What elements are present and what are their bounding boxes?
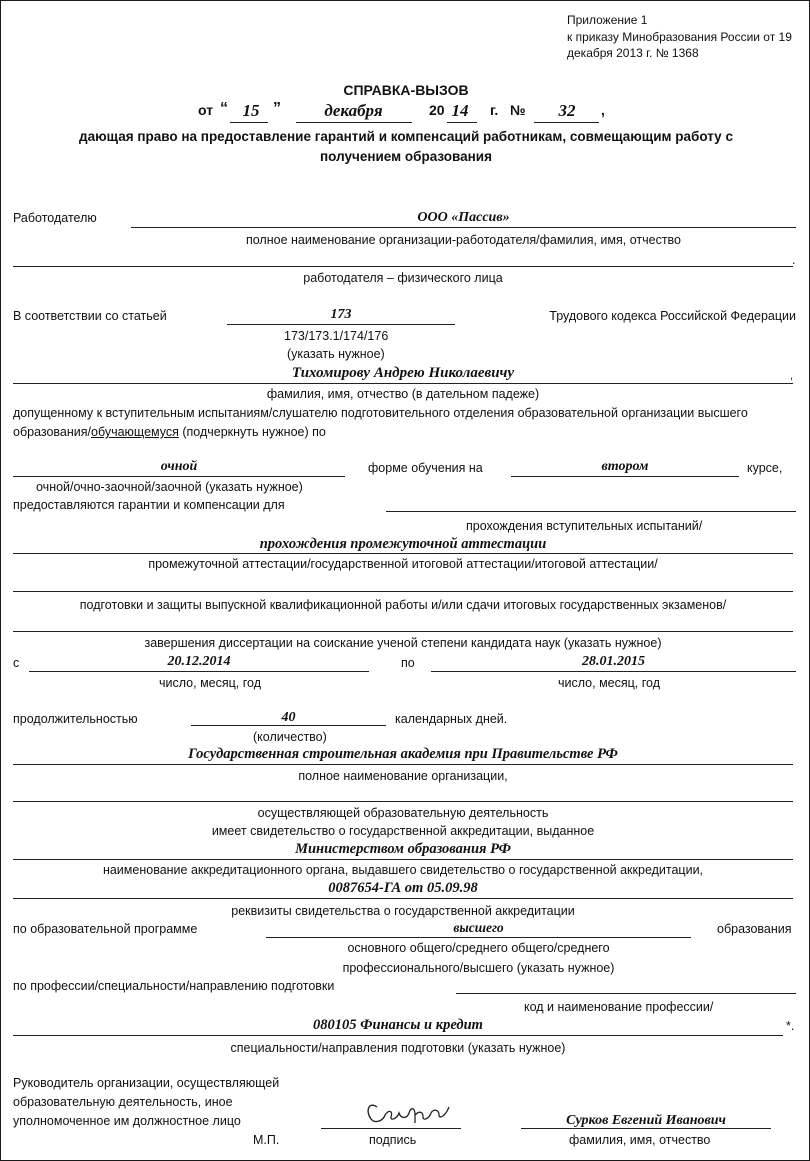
period-to-hint: число, месяц, год	[558, 676, 661, 690]
month-underline	[296, 122, 412, 123]
certificate-line	[13, 898, 793, 899]
study-form-hint: очной/очно-заочной/заочной (указать нужное)	[36, 480, 303, 494]
article-line	[227, 324, 455, 325]
certificate-value: 0087654-ГА от 05.09.98	[328, 880, 478, 896]
program-line	[266, 937, 691, 938]
article-hint-1: 173/173.1/174/176	[284, 329, 389, 343]
period-from-value: 20.12.2014	[167, 654, 231, 669]
date-month: декабря	[324, 101, 383, 120]
specialty-footnote: *.	[786, 1019, 795, 1033]
certificate-hint: реквизиты свидетельства о государственной аккредитации	[231, 904, 575, 918]
duration-unit: календарных дней.	[395, 712, 508, 726]
purpose-option-1: прохождения вступительных испытаний/	[466, 519, 703, 533]
purpose-option-2: промежуточной аттестации/государственной итоговой аттестации/итоговой аттестации/	[148, 557, 658, 571]
signer-name-line	[521, 1128, 771, 1129]
admitted-text-b: (подчеркнуть нужное) по	[178, 425, 326, 439]
organization-line-2	[13, 801, 793, 802]
quote-close: ”	[273, 100, 281, 117]
signature-hint: подпись	[369, 1133, 417, 1147]
organization-value: Государственная строительная академия при Правительстве РФ	[188, 746, 618, 762]
specialty-line	[13, 1035, 783, 1036]
purpose-value: прохождения промежуточной аттестации	[259, 536, 547, 552]
person-line	[13, 383, 793, 384]
stamp-label: М.П.	[253, 1133, 280, 1147]
profession-label: по профессии/специальности/направлению подготовки	[13, 979, 335, 993]
signature-line	[321, 1128, 461, 1129]
guarantees-label: предоставляются гарантии и компенсации для	[13, 498, 285, 512]
date-prefix: от	[198, 102, 214, 118]
number-comma: ,	[601, 102, 605, 118]
course-line	[511, 476, 739, 477]
study-form-label: форме обучения на	[368, 461, 483, 475]
number-label: №	[510, 102, 526, 118]
study-form-line	[13, 476, 345, 477]
period-to-line	[431, 671, 796, 672]
signature-scribble	[363, 1097, 453, 1129]
appendix-line-3: декабря 2013 г. № 1368	[567, 46, 699, 60]
guarantees-line	[386, 511, 796, 512]
signer-label-3: уполномоченное им должностное лицо	[13, 1114, 241, 1128]
organization-line	[13, 764, 793, 765]
period-from-hint: число, месяц, год	[159, 676, 262, 690]
subtitle-line-2: получением образования	[320, 149, 492, 164]
number-underline	[534, 122, 599, 123]
signer-name-value: Сурков Евгений Иванович	[566, 1113, 726, 1128]
organization-hint-1: полное наименование организации,	[298, 769, 508, 783]
authority-hint: наименование аккредитационного органа, выдавшего свидетельство о государственной аккредитации,	[102, 863, 704, 877]
purpose-option-3: подготовки и защиты выпускной квалификационной работы и/или сдачи итоговых государственных экзаменов/	[79, 598, 727, 612]
employer-line-2	[13, 266, 793, 267]
authority-value: Министерством образования РФ	[295, 841, 511, 857]
year-underline	[447, 122, 477, 123]
profession-hint: код и наименование профессии/	[524, 1000, 714, 1014]
program-suffix: образования	[717, 922, 792, 936]
duration-hint: (количество)	[253, 730, 327, 744]
person-value: Тихомирову Андрею Николаевичу	[291, 365, 515, 381]
signer-label-1: Руководитель организации, осуществляющей	[13, 1076, 280, 1090]
year-prefix: 20	[429, 102, 445, 118]
specialty-hint: специальности/направления подготовки (указать нужное)	[230, 1041, 566, 1055]
period-to-value: 28.01.2015	[582, 654, 645, 669]
admitted-text-a: образования/	[13, 425, 91, 439]
article-value: 173	[330, 307, 352, 322]
purpose-line-2	[13, 591, 793, 592]
article-label: В соответствии со статьей	[13, 309, 167, 323]
appendix-line-2: к приказу Минобразования России от 19	[567, 30, 792, 44]
year-suffix: 14	[451, 101, 469, 120]
quote-open: “	[220, 100, 228, 117]
admitted-line-1: допущенному к вступительным испытаниям/слушателю подготовительного отделения образовательной организации высшего	[13, 406, 748, 420]
course-label: курсе,	[747, 461, 783, 475]
employer-hint-2: работодателя – физического лица	[303, 271, 503, 285]
program-hint-1: основного общего/среднего общего/среднего	[347, 941, 610, 955]
program-value: высшего	[453, 920, 504, 935]
period-from-line	[29, 671, 369, 672]
duration-line	[191, 725, 386, 726]
employer-dot: .	[792, 253, 796, 267]
article-right-text: Трудового кодекса Российской Федерации	[549, 309, 796, 323]
period-from-label: с	[13, 656, 20, 670]
admitted-line-2	[13, 425, 326, 440]
signer-label-2: образовательную деятельность, иное	[13, 1095, 233, 1109]
subtitle-line-1: дающая право на предоставление гарантий и компенсаций работникам, совмещающим работу с	[79, 129, 733, 144]
employer-value: ООО «Пассив»	[417, 210, 510, 225]
duration-value: 40	[281, 710, 296, 725]
authority-line	[13, 859, 793, 860]
document-title: СПРАВКА-ВЫЗОВ	[343, 82, 469, 98]
program-label: по образовательной программе	[13, 922, 198, 936]
date-day: 15	[242, 101, 260, 120]
admitted-underlined: обучающемуся	[91, 425, 179, 439]
purpose-line-3	[13, 631, 793, 632]
article-hint-2: (указать нужное)	[287, 347, 385, 361]
year-label: г.	[490, 102, 499, 118]
program-hint-2: профессионального/высшего (указать нужное)	[342, 961, 615, 975]
day-underline	[230, 122, 268, 123]
employer-label: Работодателю	[13, 211, 97, 225]
purpose-line	[13, 553, 793, 554]
document-number: 32	[558, 101, 576, 120]
organization-hint-2: осуществляющей образовательную деятельность	[257, 806, 549, 820]
person-comma: ,	[790, 370, 794, 382]
study-form-value: очной	[160, 459, 198, 474]
handwritten-signature	[363, 1097, 453, 1129]
employer-hint-1: полное наименование организации-работодателя/фамилия, имя, отчество	[245, 233, 682, 247]
employer-line	[131, 227, 796, 228]
person-hint: фамилия, имя, отчество (в дательном падеже)	[266, 387, 540, 401]
duration-label: продолжительностью	[13, 712, 138, 726]
appendix-line-1: Приложение 1	[567, 13, 648, 27]
purpose-option-4: завершения диссертации на соискание ученой степени кандидата наук (указать нужное)	[144, 636, 662, 650]
specialty-value: 080105 Финансы и кредит	[313, 1017, 483, 1033]
signer-name-hint: фамилия, имя, отчество	[569, 1133, 711, 1147]
period-to-label: по	[401, 656, 415, 670]
profession-line	[456, 993, 796, 994]
accreditation-text: имеет свидетельство о государственной аккредитации, выданное	[211, 824, 595, 838]
course-value: втором	[601, 459, 649, 474]
